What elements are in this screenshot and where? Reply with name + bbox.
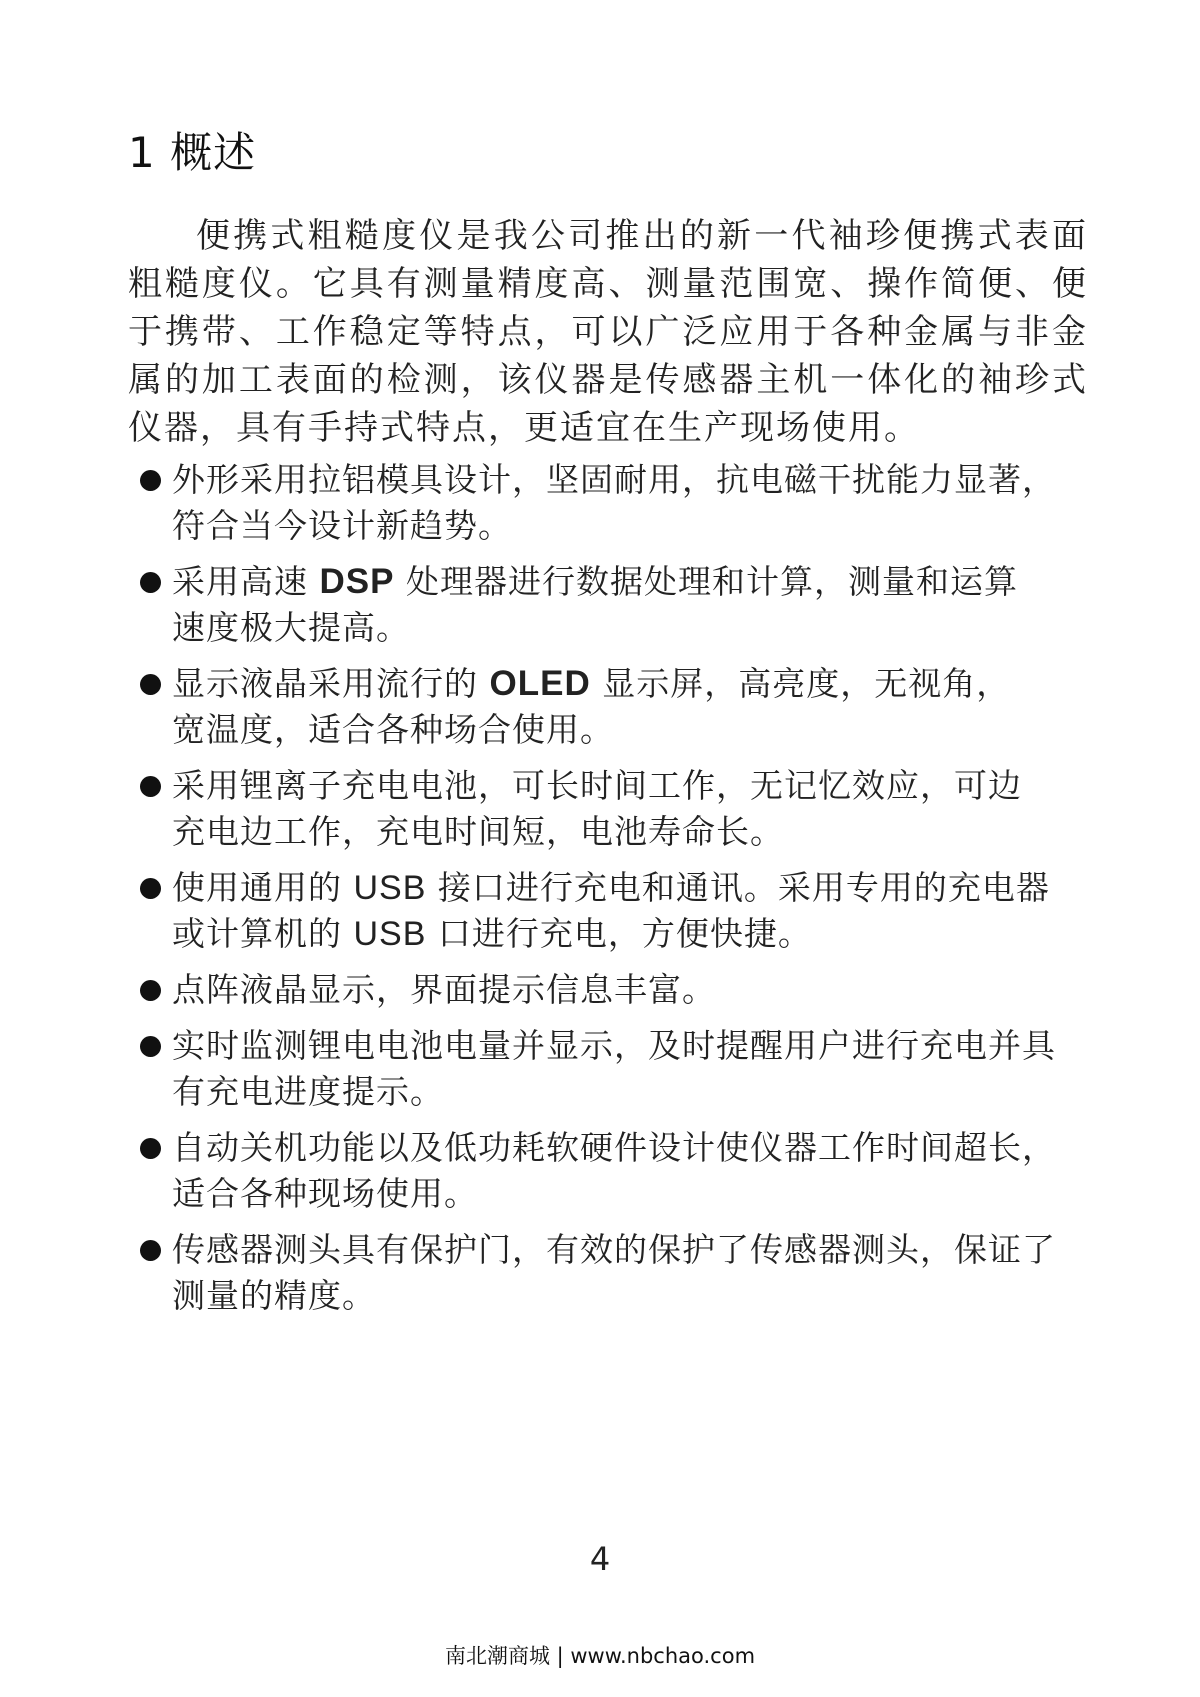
bullet-icon	[140, 1240, 161, 1261]
feature-item-monitor	[140, 1023, 1090, 1115]
feature-text: 实时监测锂电电池电量并显示，及时提醒用户进行充电并具 有充电进度提示。	[172, 1026, 1056, 1111]
feature-item-usb	[140, 865, 1090, 957]
feature-item-battery	[140, 763, 1090, 855]
feature-item-power	[140, 1125, 1090, 1217]
feature-text: 采用锂离子充电电池，可长时间工作，无记忆效应，可边 充电边工作，充电时间短，电池寿命长。	[172, 766, 1022, 851]
bullet-icon	[140, 776, 161, 797]
feature-text: 点阵液晶显示，界面提示信息丰富。	[172, 970, 716, 1009]
feature-item-sensor	[140, 1227, 1090, 1319]
bullet-icon	[140, 1036, 161, 1057]
feature-list	[140, 457, 1090, 1329]
feature-item-dsp	[140, 559, 1090, 651]
feature-text: 使用通用的 USB 接口进行充电和通讯。采用专用的充电器 或计算机的 USB 口进行充电，方便快捷。	[172, 868, 1050, 953]
term-oled: OLED	[489, 664, 591, 703]
bullet-icon	[140, 980, 161, 1001]
bullet-icon	[140, 1138, 161, 1159]
bullet-icon	[140, 572, 161, 593]
intro-paragraph: 便携式粗糙度仪是我公司推出的新一代袖珍便携式表面粗糙度仪。它具有测量精度高、测量范围宽、操作简便、便于携带、工作稳定等特点，可以广泛应用于各种金属与非金属的加工表面的检测，该仪器是传感器主机一体化的袖珍式仪器，具有手持式特点，更适宜在生产现场使用。	[128, 216, 1088, 448]
term-usb: USB	[353, 869, 427, 907]
bullet-icon	[140, 674, 161, 695]
feature-text: 采用高速 DSP 处理器进行数据处理和计算，测量和运算 速度极大提高。	[172, 562, 1018, 647]
feature-item-display	[140, 967, 1090, 1013]
feature-text: 显示液晶采用流行的 OLED 显示屏，高亮度，无视角， 宽温度，适合各种场合使用。	[172, 664, 1011, 749]
feature-item-oled	[140, 661, 1090, 753]
term-dsp: DSP	[319, 562, 395, 601]
page-number: 4	[589, 1540, 611, 1578]
bullet-icon	[140, 878, 161, 899]
footer-watermark: 南北潮商城 | www.nbchao.com	[444, 1644, 756, 1668]
feature-text: 自动关机功能以及低功耗软硬件设计使仪器工作时间超长， 适合各种现场使用。	[172, 1128, 1056, 1213]
section-title: 1 概述	[128, 128, 257, 177]
feature-item-casing	[140, 457, 1090, 549]
bullet-icon	[140, 470, 161, 491]
feature-text: 外形采用拉铝模具设计，坚固耐用，抗电磁干扰能力显著， 符合当今设计新趋势。	[172, 460, 1056, 545]
feature-text: 传感器测头具有保护门，有效的保护了传感器测头，保证了 测量的精度。	[172, 1230, 1056, 1315]
term-usb: USB	[353, 915, 427, 953]
